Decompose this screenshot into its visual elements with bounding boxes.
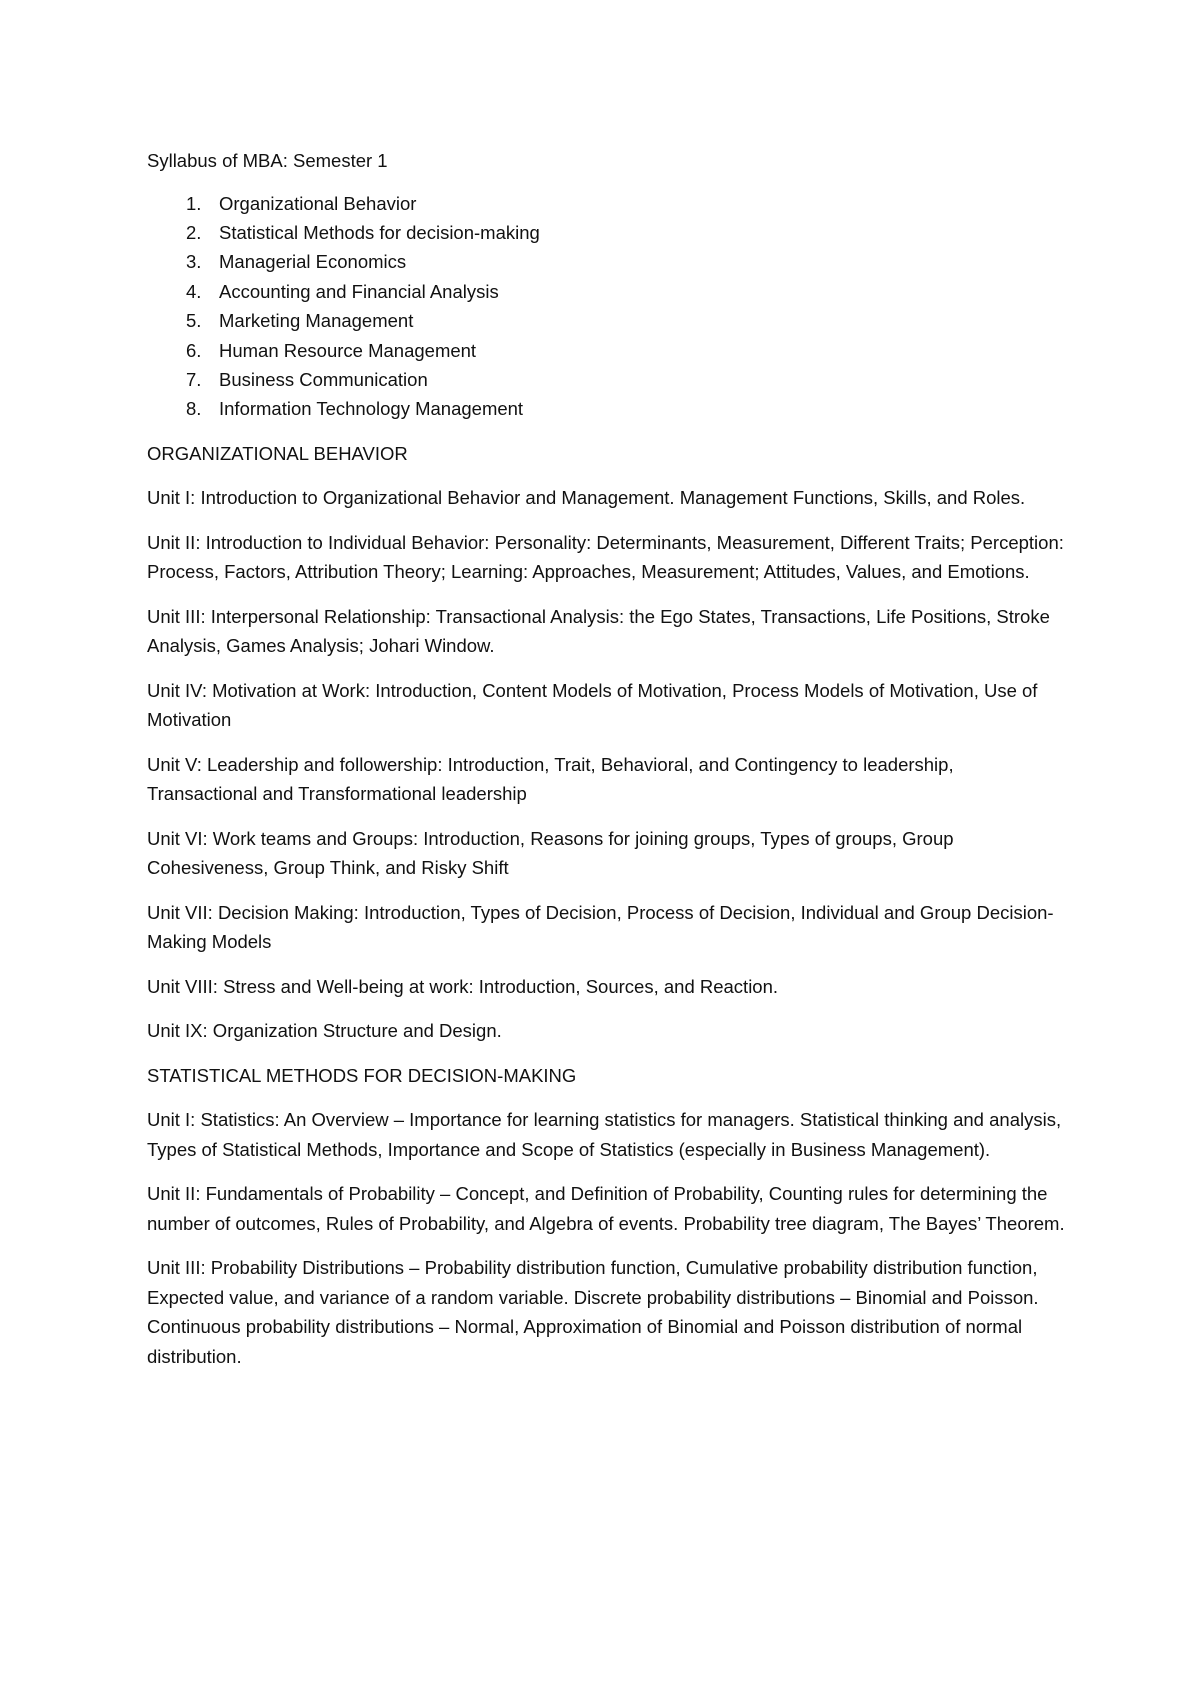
- unit-paragraph: Unit II: Fundamentals of Probability – Concept, and Definition of Probability, Counting rules for determining the number of outcomes, Rules of Probability, and Algebra of events. Probability tree diagram, The Bayes’ Theorem.: [147, 1183, 1065, 1234]
- list-item-label: Marketing Management: [219, 310, 414, 332]
- document-page: [147, 146, 1067, 1386]
- list-item-label: Managerial Economics: [219, 251, 407, 273]
- unit-paragraph: Unit V: Leadership and followership: Introduction, Trait, Behavioral, and Contingency to leadership, Transactional and Transformational leadership: [147, 753, 954, 805]
- course-list: [147, 189, 1067, 424]
- list-item-number: 3.: [186, 251, 202, 273]
- list-item: [147, 306, 1067, 335]
- list-item: [147, 394, 1067, 423]
- document-title: Syllabus of MBA: Semester 1: [147, 150, 388, 171]
- list-item-number: 5.: [186, 310, 202, 332]
- list-item: [147, 336, 1067, 365]
- unit-paragraph: Unit IV: Motivation at Work: Introduction, Content Models of Motivation, Process Models of Motivation, Use of Motivation: [147, 679, 1038, 731]
- list-item-number: 7.: [186, 368, 202, 390]
- unit-paragraph: Unit I: Statistics: An Overview – Importance for learning statistics for managers. Statistical thinking and analysis, Types of Statistical Methods, Importance and Scope of Statistics (especially in Business Management).: [147, 1109, 1062, 1160]
- list-item-label: Information Technology Management: [219, 398, 524, 420]
- list-item-number: 8.: [186, 398, 202, 420]
- unit-paragraph: Unit IX: Organization Structure and Design.: [147, 1020, 502, 1042]
- list-item-label: Human Resource Management: [219, 339, 477, 361]
- unit-paragraph: Unit III: Probability Distributions – Probability distribution function, Cumulative probability distribution function, Expected value, and variance of a random variable. Discrete probability distributions – Binomial and Poisson. Continuous probability distributions – Normal, Approximation of Binomial and Poisson distribution of normal distribution.: [147, 1257, 1039, 1367]
- list-item-number: 2.: [186, 221, 202, 243]
- list-item: [147, 189, 1067, 218]
- list-item: [147, 218, 1067, 247]
- unit-paragraph: Unit VII: Decision Making: Introduction, Types of Decision, Process of Decision, Individual and Group Decision-Making Models: [147, 901, 1054, 953]
- section-heading: STATISTICAL METHODS FOR DECISION-MAKING: [147, 1064, 577, 1086]
- section-heading: ORGANIZATIONAL BEHAVIOR: [147, 442, 408, 464]
- list-item-number: 1.: [186, 192, 202, 214]
- list-item-label: Organizational Behavior: [219, 192, 417, 214]
- unit-paragraph: Unit VIII: Stress and Well-being at work: Introduction, Sources, and Reaction.: [147, 975, 779, 997]
- unit-paragraph: Unit VI: Work teams and Groups: Introduction, Reasons for joining groups, Types of groups, Group Cohesiveness, Group Think, and Risky Shift: [147, 827, 954, 879]
- list-item: [147, 247, 1067, 276]
- list-item-label: Business Communication: [219, 368, 428, 390]
- unit-paragraph: Unit I: Introduction to Organizational Behavior and Management. Management Functions, Skills, and Roles.: [147, 487, 1026, 509]
- unit-paragraph: Unit III: Interpersonal Relationship: Transactional Analysis: the Ego States, Transactions, Life Positions, Stroke Analysis, Games Analysis; Johari Window.: [147, 605, 1050, 657]
- list-item-label: Statistical Methods for decision-making: [219, 221, 540, 243]
- list-item-number: 6.: [186, 339, 202, 361]
- section-statistical-methods: [147, 1061, 1067, 1372]
- list-item-label: Accounting and Financial Analysis: [219, 280, 499, 302]
- list-item: [147, 277, 1067, 306]
- list-item: [147, 365, 1067, 394]
- list-item-number: 4.: [186, 280, 202, 302]
- section-organizational-behavior: [147, 439, 1067, 1046]
- unit-paragraph: Unit II: Introduction to Individual Behavior: Personality: Determinants, Measurement, Different Traits; Perception: Process, Factors, Attribution Theory; Learning: Approaches, Measurement; Attitudes, Values, and Emotions.: [147, 531, 1064, 583]
